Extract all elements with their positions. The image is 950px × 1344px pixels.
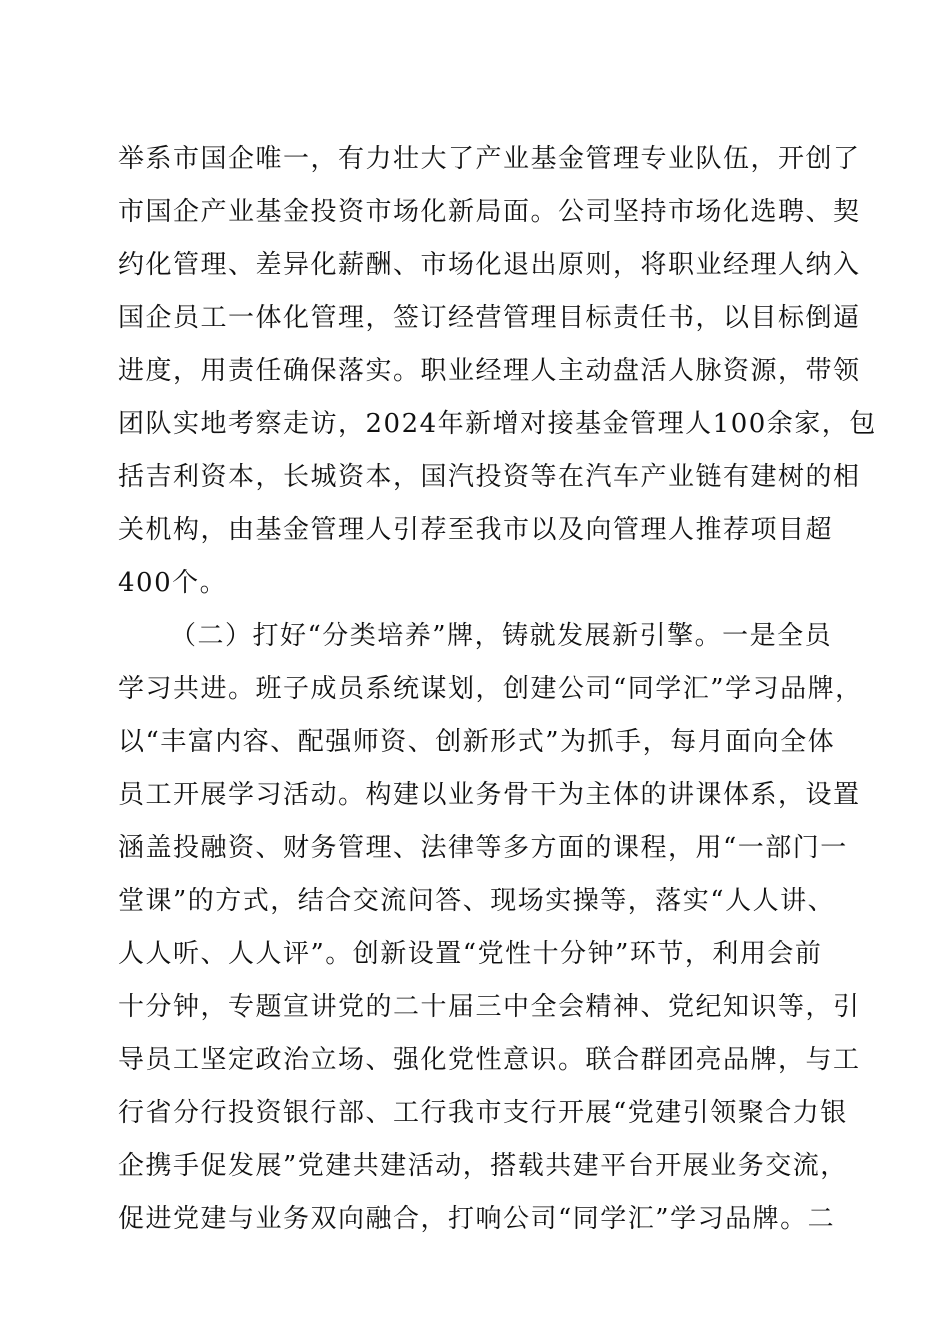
text-line: 堂课”的方式，结合交流问答、现场实操等，落实“人人讲、 [118, 886, 836, 916]
text-line: 员工开展学习活动。构建以业务骨干为主体的讲课体系，设置 [118, 780, 861, 810]
text-line: 促进党建与业务双向融合，打响公司“同学汇”学习品牌。二 [118, 1204, 836, 1234]
text-line: 行省分行投资银行部、工行我市支行开展“党建引领聚合力银 [118, 1098, 848, 1128]
text-line: 涵盖投融资、财务管理、法律等多方面的课程，用“一部门一 [118, 833, 848, 863]
text-line: 400个。 [118, 568, 228, 598]
text-line: 学习共进。班子成员系统谋划，创建公司“同学汇”学习品牌， [118, 674, 863, 704]
text-line: 括吉利资本，长城资本，国汽投资等在汽车产业链有建树的相 [118, 462, 861, 492]
text-line: 团队实地考察走访，2024年新增对接基金管理人100余家，包 [118, 409, 877, 439]
text-line: 约化管理、差异化薪酬、市场化退出原则，将职业经理人纳入 [118, 250, 861, 280]
section-heading-line: （二）打好“分类培养”牌，铸就发展新引擎。一是全员 [170, 621, 833, 651]
text-line: 以“丰富内容、配强师资、创新形式”为抓手，每月面向全体 [118, 727, 836, 757]
text-line: 国企员工一体化管理，签订经营管理目标责任书，以目标倒逼 [118, 303, 861, 333]
text-line: 十分钟，专题宣讲党的二十届三中全会精神、党纪知识等，引 [118, 992, 861, 1022]
text-line: 人人听、人人评”。创新设置“党性十分钟”环节，利用会前 [118, 939, 823, 969]
text-line: 导员工坚定政治立场、强化党性意识。联合群团亮品牌，与工 [118, 1045, 861, 1075]
text-line: 举系市国企唯一，有力壮大了产业基金管理专业队伍，开创了 [118, 144, 861, 174]
text-line: 企携手促发展”党建共建活动，搭载共建平台开展业务交流， [118, 1151, 848, 1181]
text-line: 关机构，由基金管理人引荐至我市以及向管理人推荐项目超 [118, 515, 834, 545]
text-line: 市国企产业基金投资市场化新局面。公司坚持市场化选聘、契 [118, 197, 861, 227]
text-line: 进度，用责任确保落实。职业经理人主动盘活人脉资源，带领 [118, 356, 861, 386]
